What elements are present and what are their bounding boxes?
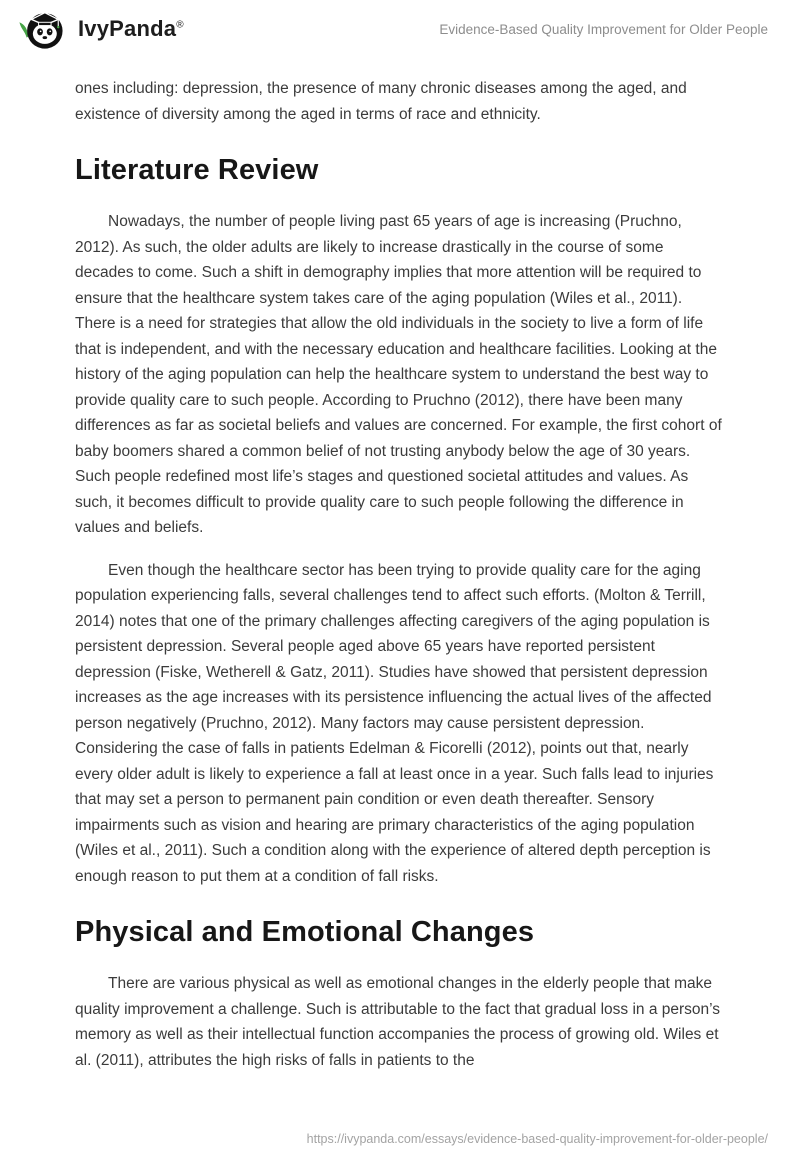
paragraph: There are various physical as well as emotional changes in the elderly people that make quality improvement a challenge. Such is attributable to the fact that gradual loss in a person’s memory as well as their intellectual function accompanies the process of growing old. Wiles et al. (2011), attributes the high risks of falls in patients to the xyxy=(75,975,721,1069)
ivypanda-logo-link[interactable] xyxy=(18,6,184,52)
brand-name: IvyPanda® xyxy=(78,16,184,41)
document-title: Evidence-Based Quality Improvement for Older People xyxy=(439,21,768,37)
page-header xyxy=(0,0,800,58)
section-heading-physical-emotional-changes: Physical and Emotional Changes xyxy=(75,916,535,948)
page-footer xyxy=(0,1130,800,1148)
source-url: https://ivypanda.com/essays/evidence-based-quality-improvement-for-older-people/ xyxy=(306,1132,768,1146)
carryover-paragraph: ones including: depression, the presence of many chronic diseases among the aged, and existence of diversity among the aged in terms of race and ethnicity. xyxy=(75,80,687,123)
section-heading-literature-review: Literature Review xyxy=(75,154,319,186)
paragraph: Nowadays, the number of people living past 65 years of age is increasing (Pruchno, 2012). As such, the older adults are likely to increase drastically in the course of some decades to come. Such a shift in demography implies that more attention will be required to ensure that the healthcare system takes care of the aging population (Wiles et al., 2011). There is a need for strategies that allow the old individuals in the society to live a form of life that is independent, and with the necessary education and healthcare facilities. Looking at the history of the aging population can help the healthcare system to understand the best way to provide quality care to such people. According to Pruchno (2012), there have been many differences as far as societal beliefs and values are concerned. For example, the first cohort of baby boomers shared a common belief of not trusting anybody below the age of 30 years. Such people redefined most life’s stages and questioned societal attitudes and values. As such, it becomes difficult to provide quality care to such people following the difference in values and beliefs. xyxy=(75,213,722,536)
paragraph: Even though the healthcare sector has been trying to provide quality care for the aging population experiencing falls, several challenges tend to affect such efforts. (Molton & Terrill, 2014) notes that one of the primary challenges affecting caregivers of the aging population is persistent depression. Several people aged above 65 years have reported persistent depression (Fiske, Wetherell & Gatz, 2011). Studies have showed that persistent depression increases as the age increases with its persistence influencing the actual lives of the affected person negatively (Pruchno, 2012). Many factors may cause persistent depression. Considering the case of falls in patients Edelman & Ficorelli (2012), points out that, nearly every older adult is likely to experience a fall at least once in a year. Such falls lead to injuries that may set a person to permanent pain condition or even death thereafter. Sensory impairments such as vision and hearing are primary characteristics of the aging population (Wiles et al., 2011). Such a condition along with the experience of altered depth perception is enough reason to put them at a condition of fall risks. xyxy=(75,561,714,885)
ivypanda-logo-icon xyxy=(18,6,64,52)
registered-mark: ® xyxy=(176,19,184,31)
document-content xyxy=(0,58,800,1073)
